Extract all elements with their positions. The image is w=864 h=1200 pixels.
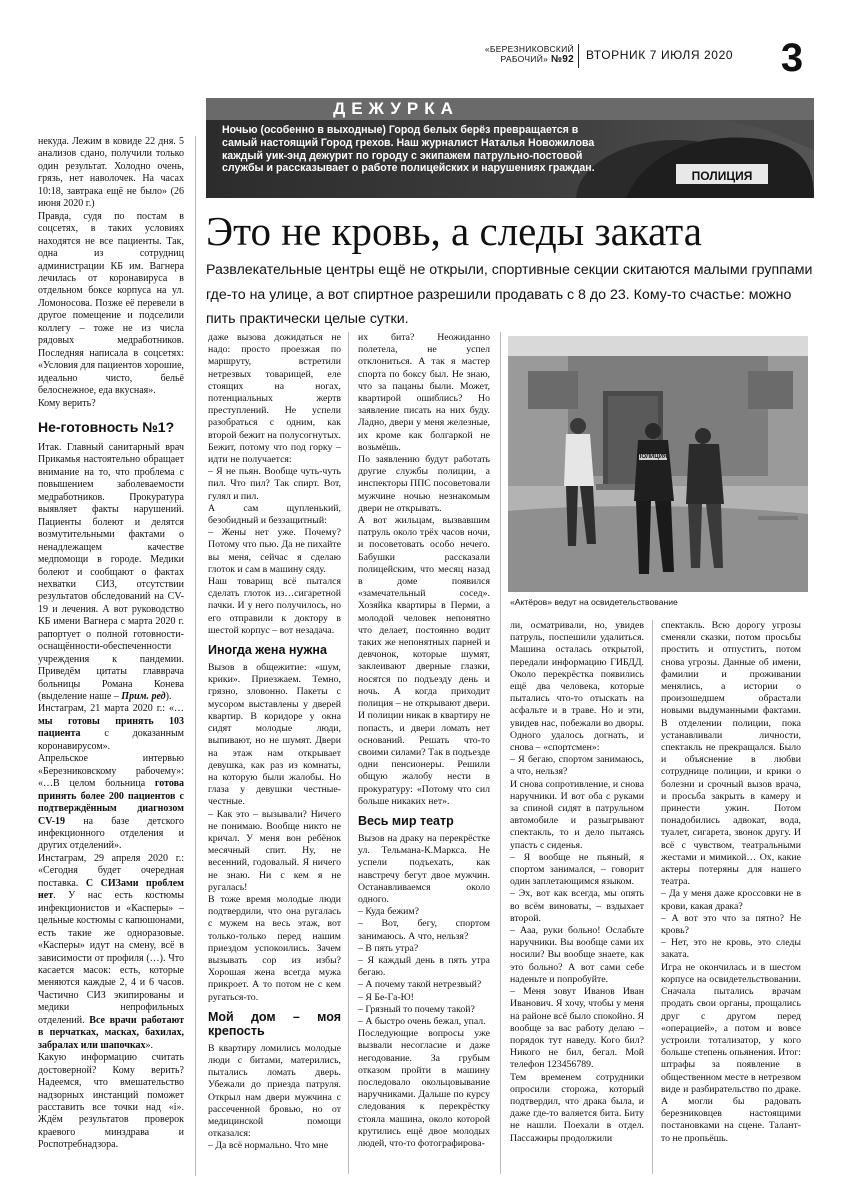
paragraph: – Да всё нормально. Что мне	[208, 1140, 329, 1152]
paragraph: – Грязный то почему такой?	[358, 1003, 475, 1015]
paragraph: В квартиру ломились молодые люди с битами, матерились, пытались ломать дверь. Убежали до приезда патруля. Открыл нам двери мужчина с рассеченной бровью, но от медицинской помощи отказался:	[208, 1042, 341, 1140]
police-badge-text: ПОЛИЦИЯ	[691, 169, 753, 183]
paragraph: спектакль. Всю дорогу угрозы сменяли сказки, потом просьбы простить и отпустить, потом снова угрозы. Данные об имени, фамилии и проживании менялись, а истории о произошедшем обрастали новыми выдуманными фактами. В отделении полиции, пока устанавливали личности, спектакль не прекращался. Было и объяснение в любви сотруднице полиции, и крики о болезни и срочный вызов врача, и просьба закрыть в камеру и принести ужин. Потом понадобились адвокат, вода, туалет, сигарета, звонок другу. И всё с чувством, театральными жестами и мимикой… Ох, какие актеры потеряны для нашего театра.	[661, 620, 801, 888]
paragraph: – Вот, бегу, спортом занимаюсь. А что, нельзя?	[358, 918, 490, 942]
column-4	[661, 620, 801, 1145]
paragraph-text: Апрельское интервью «Березниковскому рабочему»: «…В целом больница	[38, 753, 184, 790]
paragraph-text: ).	[165, 691, 172, 703]
paragraph: – Да у меня даже кроссовки не в крови, какая драка?	[661, 888, 801, 912]
paragraph: – Куда бежим?	[358, 906, 419, 918]
paragraph	[38, 703, 184, 753]
masthead-divider	[578, 44, 579, 68]
officer-vest-label: ПОЛИЦИЯ	[637, 454, 668, 460]
paragraph: Тем временем сотрудники опросили сторожа, который подтвердил, что драка была, и даже где-то валяется бита. Биту не нашли. Поехали в отдел. Пассажиры продолжили	[510, 1071, 644, 1144]
paragraph: даже вызова дожидаться не надо: просто проезжая по маршруту, встретили нетрезвых товарищей, еле стоящих на ногах, потенциальных жертв преступлений. Не успели разобраться с одним, как второй бежит на полусогнутых. Бежит, потому что под горку – идти не получается:	[208, 332, 341, 466]
photo-police-escort	[508, 336, 808, 592]
paragraph: Игра не окончилась и в шестом корпусе на освидетельствовании. Сначала пытались врачам продать свои органы, прощались друг с другом перед «операцией», а потом и вовсе устроили тотализатор, у кого больше степень опьянения. Итог: штрафы за появление в общественном месте в нетрезвом виде и разбирательство по драке. А могли бы радовать березниковцев настоящими постановками на сцене. Талант-то не пропьёшь.	[661, 961, 801, 1144]
newspaper-name-line1: «БЕРЕЗНИКОВСКИЙ	[484, 44, 574, 54]
paragraph: Наш товарищ всё пытался сделать глоток из…сигаретной пачки. И у него получилось, но его отправили к доктору в шестой корпус – вот незадача.	[208, 576, 341, 636]
paragraph: – Я каждый день в пять утра бегаю.	[358, 954, 490, 979]
newspaper-name-line2	[448, 54, 574, 65]
paragraph: И снова сопротивление, и снова наручники. И вот оба с руками за спиной сидят в патрульном автомобиле и разыгрывают спектакль, то и дело пытаясь упасть с сиденья.	[510, 778, 644, 851]
section-heading: Весь мир театр	[358, 813, 454, 828]
column-rule	[195, 136, 196, 1176]
paragraph: Правда, судя по постам в соцсетях, в таких условиях находятся не все пациенты. Так, одна из сотрудниц администрации КБ им. Вагнера лечилась от коронавируса в отдельном боксе корпуса на ул. Ломоносова. Позже её перевели в другое помещение и подселили коллегу – тоже не из числа рядовых медработников. Последняя написала в соцсетях: «Условия для пациентов хорошие, идеально чисто, бельё белоснежное, еда вкусная».	[38, 210, 185, 397]
rubric-lead-text: Ночью (особенно в выходные) Город белых берёз превращается в самый настоящий Город грехов. Наш журналист Наталья Новожилова каждый уик-энд дежурит по городу с экипажем патрульно-постовой службы и рассказывает о работе полицейских и нарушениях граждан.	[222, 124, 595, 175]
column-left	[38, 136, 184, 1152]
paragraph: – Ааа, руки больно! Ослабьте наручники. Вы вообще сами их носили? Вы вообще знаете, как это больно? А вот сами себе наденьте и попробуйте.	[510, 925, 644, 985]
paragraph: – Я не пьян. Вообще чуть-чуть пил. Что пил? Так спирт. Вот, гулял и пил.	[208, 466, 341, 502]
column-rule	[652, 620, 653, 1174]
paragraph: – Я бегаю, спортом занимаюсь, а что, нельзя?	[510, 754, 644, 778]
newspaper-name	[448, 44, 574, 65]
paragraph: В тоже время молодые люди подтвердили, что она ругалась с мужем на весь этаж, вот только-только перед нашим приездом успокоились. Зачем вызывать сор из избы? Хорошая жена всегда мужа прикроет. А то потом не с кем ругаться-то.	[208, 893, 341, 1003]
issue-date: ВТОРНИК 7 ИЮЛЯ 2020	[586, 48, 734, 62]
paragraph: – Нет, это не кровь, это следы заката.	[661, 937, 801, 961]
paragraph: Вызов в общежитие: «шум, крики». Приезжаем. Темно, грязно, зловонно. Пакеты с мусором выставлены у дверей квартир. В коридоре у окна сидят молодые люди, выпивают, но не шумят. Двери на этаж нам открывает девушка, как раз из комнаты, на которую были жалобы. Но глаза у девушки честные-честные.	[208, 662, 341, 808]
paragraph: – Как это – вызывали? Ничего не понимаю. Вообще никто не кричал. У меня вон ребёнок месячный спит. Ну, не весенний, годовалый. Я ничего не знаю. Ни с кем я не ругалась!	[208, 808, 341, 893]
paragraph: А сам щупленький, безобидный и беззащитный:	[208, 502, 341, 527]
paragraph	[38, 853, 184, 1052]
paragraph: А вот жильцам, вызвавшим патруль около трёх часов ночи, и посоветовать особо нечего. Бабушки рассказали полицейским, что месяц назад в доме появился «замечательный сосед». Хозяйка квартиры в Перми, а молодой человек непонятно что делает, постоянно водит таких же непонятных парней и девчонок, которые шумят, заклеивают дверные глазки, носятся по подъезду день и ночь. А когда приходит полиция – не открывают двери. И полиции никак в квартиру не попасть, и двери ломать нет оснований. Решать что-то своими силами? Так в подъезде одни пенсионеры. Решили общую жалобу нести в прокуратуру: «Потому что сил больше никаких нет».	[358, 515, 490, 807]
paragraph: – Меня зовут Иванов Иван Иванович. Я хочу, чтобы у меня на районе всё было спокойно. Я вообще за вас работу делаю – порядок тут наведу. Кого бил? Никого не бил, бегал. Мой телефон 123456789.	[510, 986, 644, 1071]
paragraph: Кому верить?	[38, 397, 96, 409]
article-subhead: Развлекательные центры ещё не открыли, спортивные секции скитаются малыми группами где-то на улице, а вот спиртное разрешили продавать с 8 до 23. Кому-то счастье: можно пить практически целые сутки.	[206, 262, 813, 327]
paragraph: По заявлению будут работать другие службы полиции, а инспекторы ППС посоветовали мужчине ночью незнакомым двери не открывать.	[358, 454, 490, 514]
paragraph: их бита? Неожиданно полетела, не успел отклониться. А так я мастер спорта по боксу был. Не знаю, что за пацаны были. Может, квартирой ошиблись? Но заявление писать на них буду. Ладно, двери у меня железные, их кроме как болгаркой не возьмёшь.	[358, 332, 490, 453]
paragraph-text: . У нас есть костюмы инфекционистов и «Касперы» – цельные костюмы с капюшонами, есть такие же одноразовые. «Касперы» идут на смену, всё в зависимости от профиля (…). Что касается масок: есть, которые меняются каждые 2, 4 и 6 часов. Частично СИЗ экипированы и медики непрофильных отделений.	[38, 890, 184, 1026]
section-heading: Мой дом – моя крепость	[208, 1009, 341, 1038]
paragraph-text: на базе детского инфекционного отделения и других отделений».	[38, 815, 184, 852]
column-2	[358, 332, 490, 1150]
column-rule	[500, 332, 501, 1174]
paragraph: – Я вообще не пьяный, я спортом занимался, – говорит один заплетающимся языком.	[510, 851, 644, 888]
paragraph	[38, 753, 184, 853]
newspaper-name-line2-text: РАБОЧИЙ»	[500, 54, 549, 64]
paragraph	[38, 442, 184, 704]
paragraph: – В пять утра?	[358, 942, 419, 954]
paragraph-text: ».	[145, 1039, 153, 1051]
article-headline: Это не кровь, а следы заката	[206, 208, 702, 254]
paragraph: Последующие вопросы уже вызвали несогласие и даже негодование. За грубым отказом пройти в машину последовало окольцовывание наручниками. Дальше по курсу следования к перекрёстку стояла машина, около которой крутились ещё двое молодых людей, что-то фотографирова-	[358, 1028, 490, 1149]
column-rule	[348, 332, 349, 1174]
column-1	[208, 332, 341, 1153]
editor-note: Прим. ред	[121, 691, 166, 703]
emphasis: С СИЗами проблем нет	[38, 877, 184, 902]
emphasis: мы готовы принять 103 пациента	[38, 715, 184, 740]
section-heading: Иногда жена нужна	[208, 643, 327, 658]
paragraph: – Я Бе-Га-Ю!	[358, 991, 414, 1003]
article-photo	[508, 336, 808, 592]
column-3	[510, 620, 644, 1145]
section-heading: Не-готовность №1?	[38, 418, 175, 435]
paragraph-text: с доказанным коронавирусом».	[38, 728, 184, 752]
paragraph-text: Инстаграм, 21 марта 2020 г.: «…	[38, 703, 184, 715]
page-number: 3	[780, 36, 804, 80]
paragraph: ли, осматривали, но, увидев патруль, поспешили удалиться. Машина осталась открытой, передали информацию ГИБДД. Около перекрёстка появились ещё два человека, которые пытались что-то отыскать на асфальте и в траве. Но и эти, увидев нас, побежали во дворы. Одного удалось догнать, и снова – «спортсмен»:	[510, 620, 644, 754]
paragraph: некуда. Лежим в ковиде 22 дня. 5 анализов сдано, получили только один результат. Холодно очень, грязь, нет наволочек. На часах 10:18, завтрака ещё не было» (26 июня 2020 г.)	[38, 136, 184, 210]
paragraph-text: Итак. Главный санитарный врач Прикамья настоятельно обращает внимание на то, что проблема с повышением заболеваемости медработников. Прокуратура выявляет факты нарушений. Пациенты болеют и делятся возмутительными фактами о ненадлежащем качестве медпомощи в городе. Медики болеют и сообщают о фактах нехватки СИЗ, отсутствии результатов обследований на CV-19 и лечения. А вот руководство КБ имени Вагнера с марта 2020 г. рапортует о полной готовности-оснащённости-обеспеченности учреждения к пандемии. Приведём цитаты главврача больницы Романа Конева (выделение наше –	[38, 441, 184, 703]
paragraph: – Эх, вот как всегда, мы опять во всём виноваты, – вздыхает второй.	[510, 888, 644, 924]
paragraph: – А почему такой нетрезвый?	[358, 979, 482, 991]
issue-number: №92	[550, 54, 574, 65]
paragraph-text: Инстаграм, 29 апреля 2020 г.: «Сегодня будет очередная поставка.	[38, 852, 184, 889]
photo-caption: «Актёров» ведут на освидетельствование	[510, 597, 678, 607]
paragraph: – Жены нет уже. Почему? Потому что пью. Да не пихайте вы меня, сейчас я сделаю глоток и сам в машину сяду.	[208, 527, 341, 575]
emphasis: готова принять более 200 пациентов с подтверждённым диагнозом CV-19	[38, 778, 184, 827]
paragraph: Какую информацию считать достоверной? Кому верить? Надеемся, что вмешательство надзорных инстанций поможет расставить все точки над «i». Ждём результатов проверок краевого минздрава и Роспотребнадзора.	[38, 1052, 184, 1151]
paragraph: Вызов на драку на перекрёстке ул. Тельмана-К.Маркса. Не успели подъехать, как навстречу бегут двое мужчин. Останавливаемся около одного.	[358, 832, 490, 905]
paragraph: – А вот это что за пятно? Не кровь?	[661, 912, 801, 937]
rubric-title: ДЕЖУРКА	[333, 99, 459, 118]
emphasis: Все врачи работают в перчатках, масках, бахилах, забралах или шапочках	[38, 1014, 184, 1051]
paragraph: – А быстро очень бежал, упал.	[358, 1015, 486, 1027]
